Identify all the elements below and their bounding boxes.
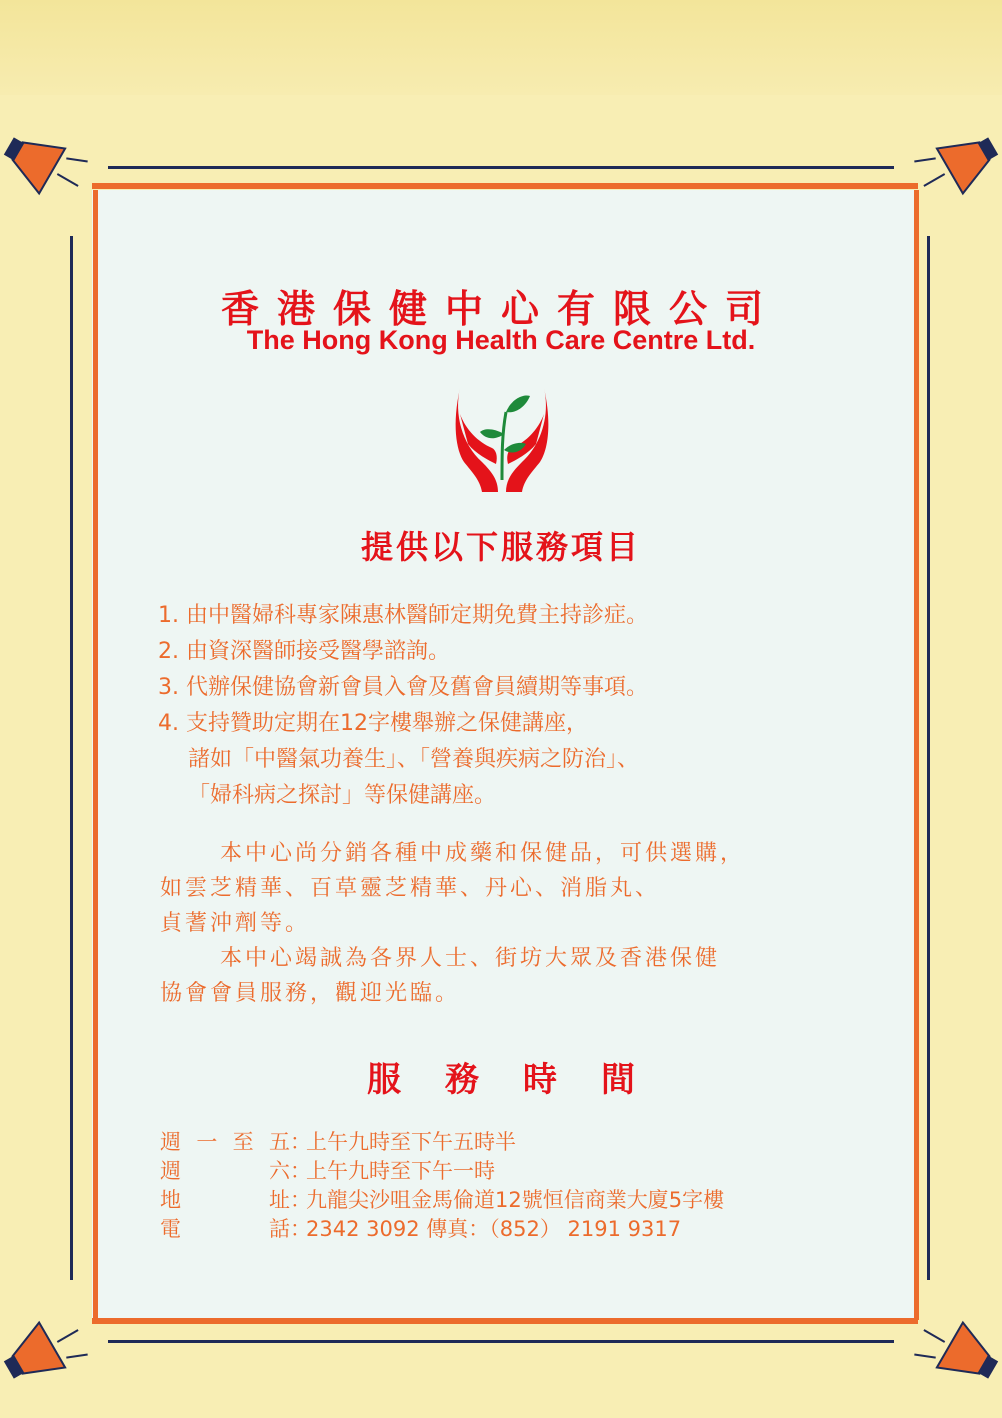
- megaphone-icon: [892, 124, 1002, 234]
- info-label: 電話: [160, 1217, 290, 1241]
- hands-sprout-logo: [452, 384, 552, 494]
- hours-title: 服務時間: [367, 1060, 679, 1100]
- list-item: 3. 代辦保健協會新會員入會及舊會員續期等事項。: [158, 675, 648, 700]
- frame-top-navy: [108, 166, 894, 169]
- megaphone-icon: [0, 124, 110, 234]
- frame-top-orange: [92, 183, 918, 189]
- frame-bottom-navy: [108, 1340, 894, 1343]
- frame-bottom-orange: [92, 1318, 918, 1324]
- frame-left-orange: [93, 190, 98, 1320]
- info-value: 九龍尖沙咀金馬倫道12號恒信商業大廈5字樓: [306, 1188, 725, 1212]
- paragraph-line: 本中心竭誠為各界人士、街坊大眾及香港保健: [220, 946, 721, 971]
- info-label: 地址: [160, 1188, 290, 1212]
- info-value: 上午九時至下午一時: [306, 1159, 495, 1183]
- top-strip: [0, 0, 1002, 95]
- info-label: 週六: [160, 1159, 290, 1183]
- info-row-weekday: 週一至五 ： 上午九時至下午五時半: [160, 1128, 920, 1157]
- frame-left-navy: [70, 236, 73, 1280]
- paragraph: [160, 836, 860, 941]
- services-title: 提供以下服務項目: [360, 528, 641, 566]
- info-label: 週一至五: [160, 1130, 290, 1154]
- service-list: [158, 598, 878, 814]
- paragraph-line: 貞蓍沖劑等。: [160, 911, 311, 936]
- list-item: 4. 支持贊助定期在12字樓舉辦之保健講座，: [158, 711, 588, 736]
- list-item: 2. 由資深醫師接受醫學諮詢。: [158, 639, 450, 664]
- frame-right-navy: [927, 236, 930, 1280]
- megaphone-icon: [0, 1282, 110, 1392]
- paragraph-line: 如雲芝精華、百草靈芝精華、丹心、消脂丸、: [160, 876, 661, 901]
- description: [160, 836, 860, 1011]
- megaphone-icon: [892, 1282, 1002, 1392]
- paragraph: [160, 941, 860, 1011]
- info-value: 上午九時至下午五時半: [306, 1130, 516, 1154]
- info-row-address: 地址 ： 九龍尖沙咀金馬倫道12號恒信商業大廈5字樓: [160, 1186, 920, 1215]
- paragraph-line: 本中心尚分銷各種中成藥和保健品，可供選購，: [220, 841, 746, 866]
- list-item-continuation: 諸如「中醫氣功養生」、「營養與疾病之防治」、: [188, 747, 640, 772]
- list-item-continuation: 「婦科病之探討」等保健講座。: [188, 783, 497, 808]
- company-name-en: The Hong Kong Health Care Centre Ltd.: [246, 325, 756, 355]
- info-row-phone: 電話 ： 2342 3092 傳真：（852） 2191 9317: [160, 1215, 920, 1244]
- contact-info: [160, 1128, 920, 1244]
- company-name-zh: 香港保健中心有限公司: [220, 287, 781, 331]
- paragraph-line: 協會會員服務，觀迎光臨。: [160, 981, 461, 1006]
- info-value: 2342 3092 傳真：（852） 2191 9317: [306, 1217, 682, 1241]
- list-item: 1. 由中醫婦科專家陳惠林醫師定期免費主持診症。: [158, 603, 648, 628]
- info-row-saturday: 週六 ： 上午九時至下午一時: [160, 1157, 920, 1186]
